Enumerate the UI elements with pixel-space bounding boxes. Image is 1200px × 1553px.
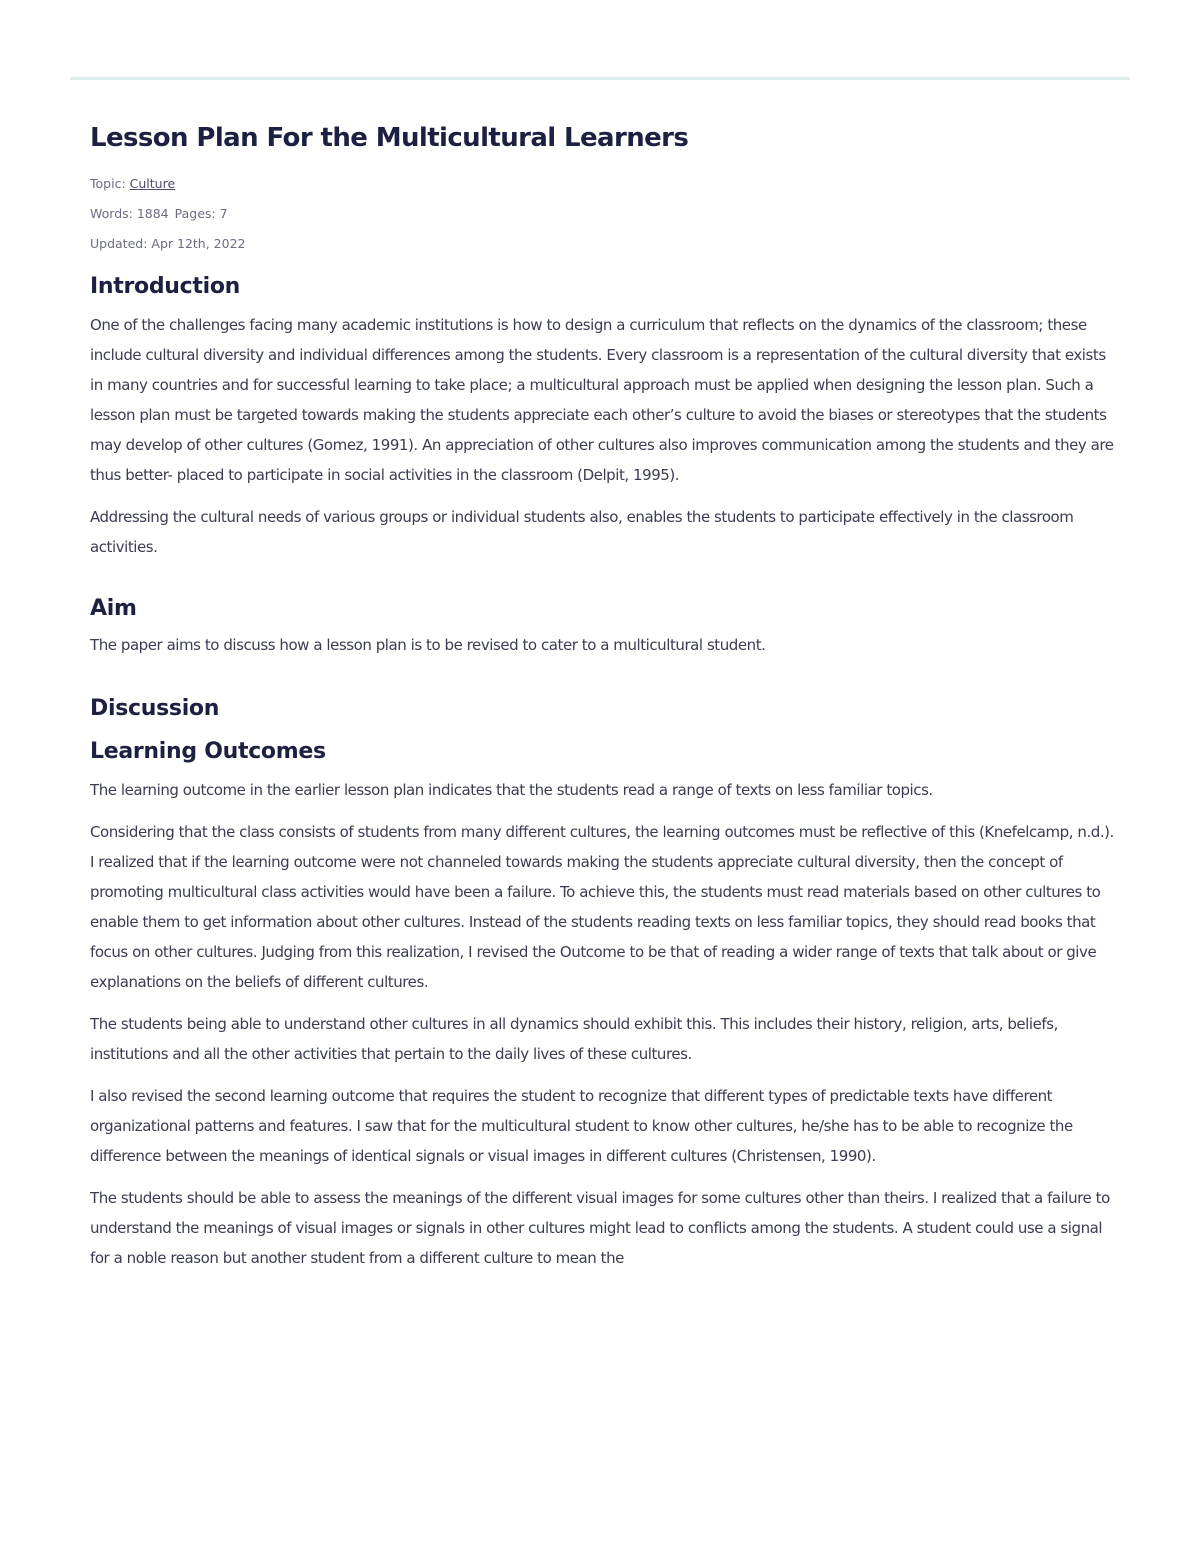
paragraph: Addressing the cultural needs of various groups or individual students also, enables the students to participate effectively in the classroom activities. [90, 508, 1074, 556]
top-divider [70, 77, 1130, 80]
topic-label: Topic: [90, 176, 126, 191]
pages-count: Pages: 7 [174, 206, 228, 221]
paragraph: The learning outcome in the earlier lesson plan indicates that the students read a range of texts on less familiar topics. [90, 781, 933, 799]
updated-meta [90, 236, 1120, 252]
heading-learning-outcomes: Learning Outcomes [90, 739, 326, 764]
heading-discussion: Discussion [90, 696, 220, 721]
page-title: Lesson Plan For the Multicultural Learners [90, 123, 689, 153]
paragraph: Considering that the class consists of students from many different cultures, the learning outcomes must be reflective of this (Knefelcamp, n.d.). I realized that if the learning outcome were not channeled towards making the students appreciate cultural diversity, then the concept of promoting multicultural class activities would have been a failure. To achieve this, the students must read materials based on other cultures to enable them to get information about other cultures. Instead of the students reading texts on less familiar topics, they should read books that focus on other cultures. Judging from this realization, I revised the Outcome to be that of reading a wider range of texts that talk about or give explanations on the beliefs of different cultures. [90, 823, 1114, 991]
paragraph: One of the challenges facing many academic institutions is how to design a curriculum that reflects on the dynamics of the classroom; these include cultural diversity and individual differences among the students. Every classroom is a representation of the cultural diversity that exists in many countries and for successful learning to take place; a multicultural approach must be applied when designing the lesson plan. Such a lesson plan must be targeted towards making the students appreciate each other’s culture to avoid the biases or stereotypes that the students may develop of other cultures (Gomez, 1991). An appreciation of other cultures also improves communication among the students and they are thus better- placed to participate in social activities in the classroom (Delpit, 1995). [90, 316, 1114, 484]
paragraph: I also revised the second learning outcome that requires the student to recognize that different types of predictable texts have different organizational patterns and features. I saw that for the multicultural student to know other cultures, he/she has to be able to recognize the difference between the meanings of identical signals or visual images in different cultures (Christensen, 1990). [90, 1087, 1073, 1165]
topic-meta [90, 176, 1120, 192]
paragraph: The students should be able to assess the meanings of the different visual images for some cultures other than theirs. I realized that a failure to understand the meanings of visual images or signals in other cultures might lead to conflicts among the students. A student could use a signal for a noble reason but another student from a different culture to mean the [90, 1189, 1110, 1267]
article [90, 118, 1120, 1273]
paragraph: The students being able to understand other cultures in all dynamics should exhibit this. This includes their history, religion, arts, beliefs, institutions and all the other activities that pertain to the daily lives of these cultures. [90, 1015, 1058, 1063]
updated-date: Updated: Apr 12th, 2022 [90, 236, 246, 251]
topic-link[interactable]: Culture [129, 176, 176, 191]
heading-aim: Aim [90, 596, 137, 621]
length-meta [90, 206, 1120, 222]
paragraph: The paper aims to discuss how a lesson plan is to be revised to cater to a multicultural student. [90, 636, 766, 654]
words-count: Words: 1884 [90, 206, 169, 221]
heading-introduction: Introduction [90, 274, 241, 299]
